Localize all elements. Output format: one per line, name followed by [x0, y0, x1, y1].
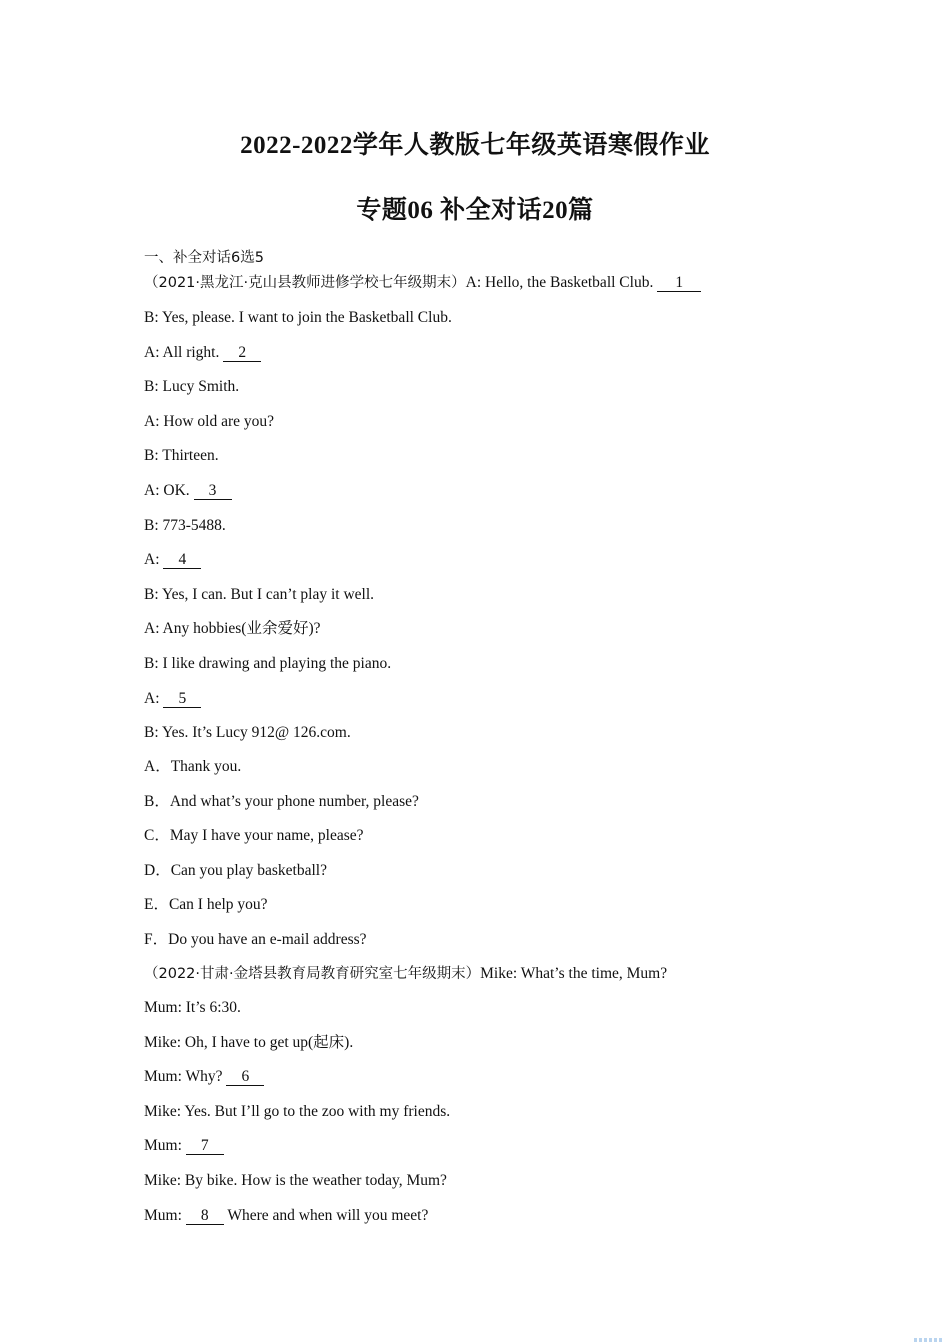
option-item: C．May I have your name, please? — [144, 827, 364, 844]
option-item: B．And what’s your phone number, please? — [144, 793, 419, 810]
line-text-tail: Where and when will you meet? — [223, 1207, 429, 1224]
dialogue-line — [144, 998, 241, 1018]
line-text: Mum: It’s 6:30. — [144, 999, 241, 1016]
dialogue-line — [144, 1206, 428, 1226]
line-text: A: — [144, 690, 164, 707]
dialogue-line — [144, 481, 232, 501]
answer-blank: 6 — [226, 1069, 264, 1086]
dialogue-line — [144, 377, 239, 397]
dialogue-line — [144, 1171, 447, 1191]
dialogue-line — [144, 412, 274, 432]
line-text: Mike: Yes. But I’ll go to the zoo with my friends. — [144, 1103, 451, 1120]
dialogue-line — [144, 964, 667, 984]
dialogue-line — [144, 619, 321, 639]
option-item: A．Thank you. — [144, 758, 242, 775]
corner-mark — [914, 1338, 944, 1342]
line-text: B: 773-5488. — [144, 517, 226, 534]
question-source: （2021·黑龙江·克山县教师进修学校七年级期末） — [144, 275, 466, 291]
line-text: A: OK. — [144, 482, 194, 499]
section-heading: 一、补全对话6选5 — [144, 250, 264, 266]
page-subtitle: 专题06 补全对话20篇 — [356, 197, 594, 224]
line-text: Mum: — [144, 1207, 186, 1224]
question-source: （2022·甘肃·金塔县教育局教育研究室七年级期末） — [144, 966, 481, 982]
line-text: Mum: — [144, 1137, 186, 1154]
answer-blank: 2 — [223, 345, 261, 362]
answer-blank: 4 — [163, 552, 201, 569]
dialogue-line — [144, 446, 219, 466]
line-text: B: Yes, please. I want to join the Basketball Club. — [144, 309, 452, 326]
line-text: Mike: By bike. How is the weather today, Mum? — [144, 1172, 447, 1189]
dialogue-line — [144, 273, 701, 293]
line-text: B: Lucy Smith. — [144, 378, 240, 395]
line-text: B: Yes. It’s Lucy 912@ 126.com. — [144, 724, 351, 741]
line-text: A: Hello, the Basketball Club. — [465, 274, 658, 291]
answer-blank: 5 — [163, 691, 201, 708]
answer-blank: 3 — [194, 483, 232, 500]
line-text: B: Thirteen. — [144, 447, 219, 464]
dialogue-line — [144, 1136, 224, 1156]
page-title: 2022-2022学年人教版七年级英语寒假作业 — [240, 132, 710, 159]
line-text: B: I like drawing and playing the piano. — [144, 655, 392, 672]
line-text: A: How old are you? — [144, 413, 274, 430]
line-text: Mike: Oh, I have to get up(起床). — [144, 1034, 354, 1051]
dialogue-line — [144, 550, 201, 570]
line-text: A: All right. — [144, 344, 224, 361]
line-text: Mike: What’s the time, Mum? — [480, 965, 668, 982]
line-text: A: — [144, 551, 164, 568]
answer-blank: 7 — [186, 1138, 224, 1155]
answer-blank: 8 — [186, 1208, 224, 1225]
line-text: Mum: Why? — [144, 1068, 227, 1085]
dialogue-line — [144, 516, 226, 536]
dialogue-line — [144, 1067, 264, 1087]
dialogue-line — [144, 1033, 353, 1053]
option-item: E．Can I help you? — [144, 896, 268, 913]
option-item: F．Do you have an e-mail address? — [144, 931, 367, 948]
answer-blank: 1 — [657, 275, 701, 292]
dialogue-line — [144, 308, 452, 328]
dialogue-line — [144, 689, 201, 709]
dialogue-line — [144, 1102, 450, 1122]
dialogue-line — [144, 723, 351, 743]
dialogue-line — [144, 585, 374, 605]
line-text: A: Any hobbies(业余爱好)? — [144, 620, 321, 637]
line-text: B: Yes, I can. But I can’t play it well. — [144, 586, 375, 603]
dialogue-line — [144, 343, 261, 363]
option-item: D．Can you play basketball? — [144, 862, 327, 879]
dialogue-line — [144, 654, 391, 674]
